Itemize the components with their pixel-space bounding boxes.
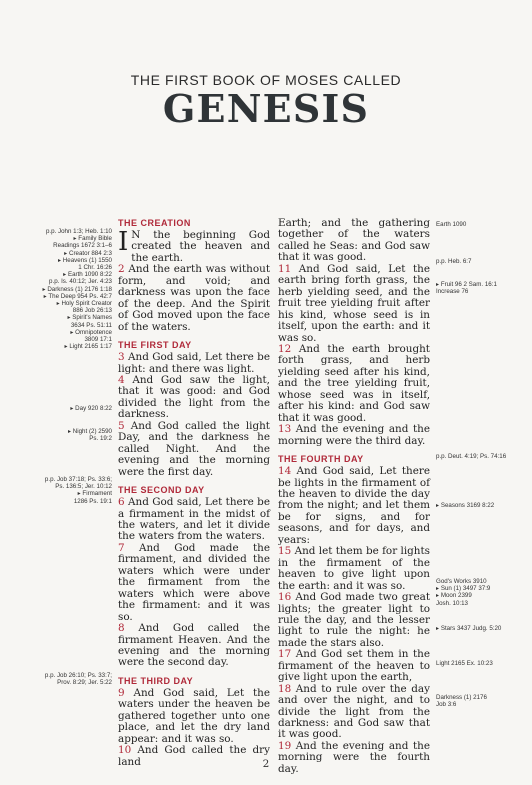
verse-10-continued: Earth; and the gathering together of the waters called he Seas: and God saw that it was good. xyxy=(278,217,430,264)
verse-10: 10 And God called the dry land xyxy=(118,744,270,768)
left-text-column xyxy=(118,218,270,768)
verse-8: 8 And God called the firmament Heaven. And the evening and the morning were the second day. xyxy=(118,622,270,669)
section-heading-second-day: THE SECOND DAY xyxy=(118,485,205,496)
verse-7: 7 And God made the firmament, and divided the waters which were under the firmament from the waters which were above the firmament: and it was so. xyxy=(118,541,270,623)
right-note-group-5: ▸ Seasons 3169 8:22 xyxy=(436,502,495,509)
section-heading-third-day: THE THIRD DAY xyxy=(118,675,194,686)
verse-6: 6 And God said, Let there be a firmament in the midst of the waters, and let it divide the waters from the waters. xyxy=(118,496,270,543)
left-note-group-2: ▸ Day 920 8:22 xyxy=(70,405,112,412)
left-note-group-3: ▸ Night (2) 2590 Ps. 19:2 xyxy=(67,428,112,443)
right-note-group-7: ▸ Stars 3437 Judg. 5:20 xyxy=(436,625,502,632)
verse-14: 14 And God said, Let there be lights in the firmament of the heaven to divide the day from the night; and let them be for signs, and for seasons, and for days, and years: xyxy=(278,465,430,546)
verse-9: 9 And God said, Let the waters under the heaven be gathered together unto one place, and let the dry land appear: and it was so. xyxy=(118,686,270,745)
right-text-column xyxy=(278,218,430,775)
right-note-group-8: Light 2165 Ex. 10:23 xyxy=(436,660,493,667)
right-note-group-6: God's Works 3910 ▸ Sun (1) 3497 37:9 ▸ Moon 2399 Josh. 10:13 xyxy=(436,578,491,607)
section-heading-creation: THE CREATION xyxy=(118,218,191,228)
left-note-group-1: p.p. John 1:3; Heb. 1:10 ▸ Family Bible Readings 1672 3:1–6 ▸ Creator 884 2:3 ▸ Heavens (1) 1550 1 Chr. 16:26 ▸ Earth 1090 8:22 p.p. Is. 40:12; Jer. 4:23 ▸ Darkness (1) 2176 1:18 ▸ The Deep 954 Ps. 42:7 ▸ Holy Spirit Creator 886 Job 26:13 ▸ Spirit's Names 3634 Ps. 51:11 ▸ Omnipotence 3809 17:1 ▸ Light 2165 1:17 xyxy=(42,228,112,351)
verse-17: 17 And God set them in the firmament of the heaven to give light upon the earth, xyxy=(278,648,430,684)
right-note-group-4: p.p. Deut. 4:19; Ps. 74:16 xyxy=(436,453,507,460)
verse-3: 3 And God said, Let there be light: and there was light. xyxy=(118,351,270,375)
page-number: 2 xyxy=(262,758,270,770)
verse-11: 11 And God said, Let the earth bring forth grass, the herb yielding seed, and the fruit tree yielding fruit after his kind, whose seed is in itself, upon the earth: and it was so. xyxy=(278,262,430,344)
verse-15: 15 And let them be for lights in the firmament of the heaven to give light upon the earth: and it was so. xyxy=(278,545,430,592)
section-heading-fourth-day: THE FOURTH DAY xyxy=(278,454,364,465)
left-note-group-5: p.p. Job 26:10; Ps. 33:7; Prov. 8:29; Jer. 5:22 xyxy=(44,672,112,687)
left-note-group-4: p.p. Job 37:18; Ps. 33:6; Ps. 136:5; Jer. 10:12 ▸ Firmament 1286 Ps. 19:1 xyxy=(44,476,112,505)
verse-16: 16 And God made two great lights; the greater light to rule the day, and the lesser light to rule the night: he made the stars also. xyxy=(278,591,430,649)
verse-5: 5 And God called the light Day, and the darkness he called Night. And the evening and the morning were the first day. xyxy=(118,419,270,478)
right-note-group-1: Earth 1090 xyxy=(436,221,467,228)
drop-cap: I xyxy=(118,227,129,257)
verse-2: 2 And the earth was without form, and void; and darkness was upon the face of the deep. And the Spirit of God moved upon the face of the waters. xyxy=(118,263,270,333)
book-subtitle: THE FIRST BOOK OF MOSES CALLED xyxy=(130,72,402,88)
section-heading-first-day: THE FIRST DAY xyxy=(118,340,192,351)
verse-19: 19 And the evening and the morning were the fourth day. xyxy=(278,739,430,775)
verse-1: I N the beginning God created the heaven and the earth. xyxy=(118,227,270,264)
verse-12: 12 And the earth brought forth grass, and herb yielding seed after his kind, and the tree yielding fruit, whose seed was in itself, after his kind: and God saw that it was good. xyxy=(278,342,430,424)
right-note-group-3: ▸ Fruit 96 2 Sam. 16:1 Increase 76 xyxy=(436,281,497,296)
verse-13: 13 And the evening and the morning were the third day. xyxy=(278,423,430,447)
verse-18: 18 And to rule over the day and over the night, and to divide the light from the darkness: and God saw that it was good. xyxy=(278,682,430,741)
book-title: GENESIS xyxy=(162,86,370,131)
right-note-group-9: Darkness (1) 2176 Job 3:6 xyxy=(436,694,487,709)
right-note-group-2: p.p. Heb. 6:7 xyxy=(436,258,472,265)
verse-4: 4 And God saw the light, that it was good: and God divided the light from the darkness. xyxy=(118,373,270,421)
